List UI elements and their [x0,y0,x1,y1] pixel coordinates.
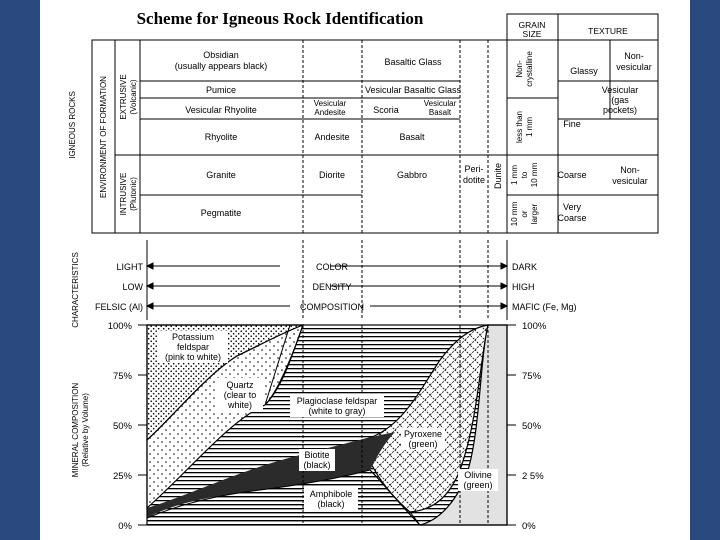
svg-text:Plagioclase feldspar: Plagioclase feldspar [296,396,378,406]
texture-very-coarse: Very [562,202,582,212]
texture-non-vesicular-2: Non- [620,165,640,175]
rock-peridotite: Peri- [464,164,484,174]
svg-text:(black): (black) [317,499,345,509]
color-right: DARK [512,262,538,272]
texture-vesicular-line3: pockets) [602,105,638,115]
svg-text:(green): (green) [408,439,438,449]
rock-vesicular-rhyolite: Vesicular Rhyolite [185,105,257,115]
slide [40,0,690,540]
rock-basaltic-glass: Basaltic Glass [384,57,442,67]
rock-vesicular-basaltic-glass: Vesicular Basaltic Glass [364,85,462,95]
intrusive-sublabel: (Plutonic) [129,177,138,211]
rock-vesicular-andesite-line2: Andesite [314,108,346,117]
grain-1-to-10mm-line3: 10 mm [530,162,539,188]
svg-text:Amphibole: Amphibole [309,489,353,499]
grain-less-than-1mm: less than [515,110,524,144]
svg-text:(clear to: (clear to [223,390,257,400]
svg-text:Pyroxene: Pyroxene [403,429,443,439]
texture-vesicular-line2: (gas [611,95,629,105]
svg-text:(black): (black) [303,460,331,470]
rock-identification-diagram [40,0,690,540]
igneous-rocks-label: IGNEOUS ROCKS [68,91,77,159]
y-tick-right-50: 50% [522,421,542,432]
intrusive-label: INTRUSIVE [119,172,128,216]
svg-text:(green): (green) [463,480,493,490]
mineral-label-potassium [158,331,228,363]
grain-less-than-1mm-line2: 1 mm [525,117,534,137]
texture-non-vesicular-1: Non- [624,51,644,61]
y-tick-right-75: 75% [522,371,542,382]
mineral-composition-sublabel: (Relative by Volume) [81,393,90,467]
mineral-label-quartz [217,378,263,412]
y-tick-100: 100% [107,321,132,332]
y-tick-right-25: 2 5% [522,471,544,482]
mineral-label-biotite [299,449,335,471]
rock-obsidian: Obsidian [203,50,239,60]
texture-non-vesicular-1-line2: vesicular [616,62,652,72]
rock-pumice: Pumice [205,85,237,95]
rock-scoria: Scoria [373,105,399,115]
density-label: DENSITY [312,282,352,292]
grain-size-header-line1: GRAIN [518,20,546,30]
mineral-label-amphibole [304,488,358,510]
grain-10mm-larger-line3: larger [530,203,539,225]
extrusive-label: EXTRUSIVE [119,74,128,120]
rock-vesicular-basalt: Vesicular [423,99,457,108]
texture-fine: Fine [563,119,581,129]
rock-vesicular-basalt-line2: Basalt [428,108,452,117]
svg-text:Biotite: Biotite [304,450,330,460]
y-tick-right-0: 0% [522,521,536,532]
rock-obsidian-note: (usually appears black) [174,61,268,71]
rock-peridotite-line2: dotite [462,175,486,185]
y-tick-0: 0% [118,521,132,532]
svg-text:Quartz: Quartz [226,380,254,390]
svg-text:white): white) [227,400,253,410]
texture-vesicular: Vesicular [601,85,639,95]
composition-label: COMPOSITION [299,302,365,312]
grain-non-crystalline: Non- [515,60,524,78]
texture-glassy: Glassy [570,66,598,76]
texture-header: TEXTURE [588,26,628,36]
svg-text:(pink to white): (pink to white) [164,352,222,362]
rock-pegmatite: Pegmatite [200,208,242,218]
composition-left: FELSIC (Al) [94,302,143,312]
rock-andesite: Andesite [314,132,350,142]
rock-rhyolite: Rhyolite [204,132,238,142]
mineral-label-pyroxene [401,428,445,450]
y-tick-25: 25% [112,471,132,482]
rock-gabbro: Gabbro [396,170,428,180]
rock-basalt: Basalt [399,132,425,142]
color-left: LIGHT [116,262,143,272]
grain-10mm-larger-line2: or [520,210,529,218]
y-tick-right-100: 100% [522,321,547,332]
diagram-title: Scheme for Igneous Rock Identification [136,9,424,28]
grain-size-header-line2: SIZE [522,29,542,39]
rock-vesicular-andesite: Vesicular [313,99,347,108]
svg-text:feldspar: feldspar [176,342,210,352]
grain-1-to-10mm-line2: to [520,171,529,179]
color-label: COLOR [315,262,349,272]
svg-text:Olivine: Olivine [464,470,492,480]
mineral-label-plagioclase [290,395,384,417]
mineral-composition-label: MINERAL COMPOSITION [71,382,80,478]
texture-coarse: Coarse [557,170,587,180]
extrusive-sublabel: (Volcanic) [129,79,138,115]
density-right: HIGH [512,282,535,292]
rock-granite: Granite [206,170,236,180]
texture-non-vesicular-2-line2: vesicular [612,176,648,186]
texture-very-coarse-line2: Coarse [557,213,587,223]
y-tick-50: 50% [112,421,132,432]
mineral-label-olivine [458,469,498,491]
environment-label: ENVIRONMENT OF FORMATION [99,76,108,198]
grain-1-to-10mm: 1 mm [510,165,519,185]
rock-diorite: Diorite [318,170,346,180]
svg-text:(white to gray): (white to gray) [308,406,366,416]
svg-text:Potassium: Potassium [171,332,215,342]
grain-non-crystalline-line2: crystalline [525,51,534,87]
y-tick-75: 75% [112,371,132,382]
density-left: LOW [122,282,143,292]
grain-10mm-larger: 10 mm [510,201,519,227]
characteristics-label: CHARACTERISTICS [71,252,80,328]
rock-dunite: Dunite [493,162,503,190]
composition-right: MAFIC (Fe, Mg) [512,302,577,312]
